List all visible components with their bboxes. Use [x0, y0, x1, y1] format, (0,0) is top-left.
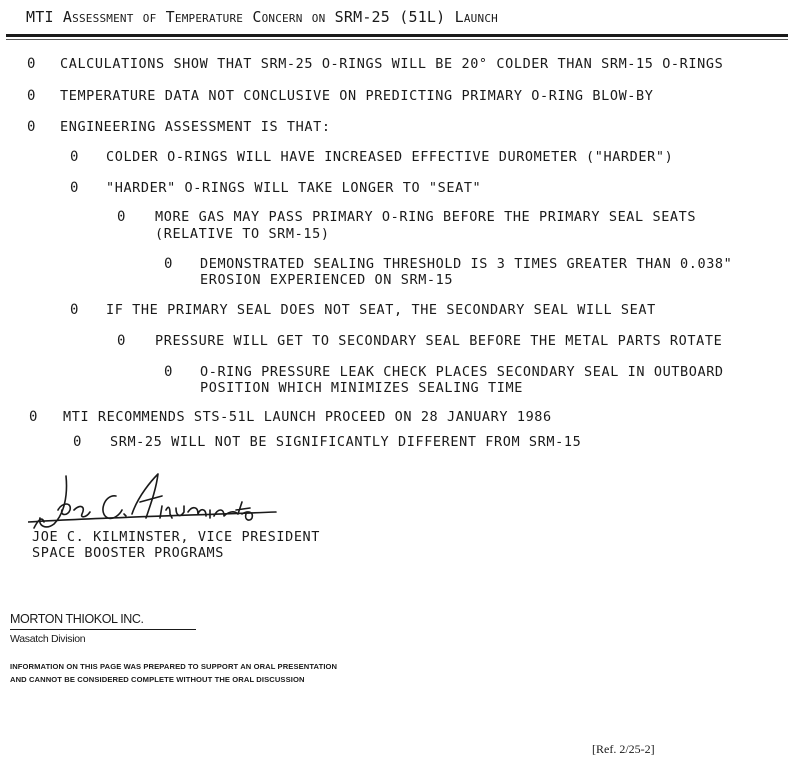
bullet-marker: 0 [70, 302, 79, 318]
signer-department: SPACE BOOSTER PROGRAMS [32, 545, 225, 561]
bullet-text-continued: (RELATIVE TO SRM-15) [155, 226, 330, 242]
bullet-marker: 0 [117, 333, 126, 349]
bullet-marker: 0 [164, 364, 173, 380]
bullet-marker: 0 [27, 119, 36, 135]
bullet-marker: 0 [27, 88, 36, 104]
disclaimer-line-2: AND CANNOT BE CONSIDERED COMPLETE WITHOUT THE ORAL DISCUSSION [10, 675, 305, 684]
bullet-text: TEMPERATURE DATA NOT CONCLUSIVE ON PREDICTING PRIMARY O-RING BLOW-BY [60, 88, 654, 104]
bullet-text: DEMONSTRATED SEALING THRESHOLD IS 3 TIMES GREATER THAN 0.038" [200, 256, 733, 272]
bullet-text: O-RING PRESSURE LEAK CHECK PLACES SECONDARY SEAL IN OUTBOARD [200, 364, 724, 380]
bullet-text-continued: EROSION EXPERIENCED ON SRM-15 [200, 272, 454, 288]
signer-name-title: JOE C. KILMINSTER, VICE PRESIDENT [32, 529, 321, 545]
bullet-marker: 0 [27, 56, 36, 72]
bullet-text-continued: POSITION WHICH MINIMIZES SEALING TIME [200, 380, 523, 396]
bullet-text: MTI RECOMMENDS STS-51L LAUNCH PROCEED ON 28 JANUARY 1986 [63, 409, 552, 425]
bullet-marker: 0 [164, 256, 173, 272]
title-rule-thin [6, 39, 788, 40]
handwritten-signature [28, 466, 278, 536]
bullet-marker: 0 [70, 149, 79, 165]
document-title: MTI Assessment of Temperature Concern on SRM-25 (51L) Launch [26, 8, 498, 26]
bullet-text: ENGINEERING ASSESSMENT IS THAT: [60, 119, 331, 135]
reference-number: [Ref. 2/25-2] [592, 742, 655, 756]
bullet-text: IF THE PRIMARY SEAL DOES NOT SEAT, THE SECONDARY SEAL WILL SEAT [106, 302, 656, 318]
title-rule-thick [6, 34, 788, 37]
disclaimer-line-1: INFORMATION ON THIS PAGE WAS PREPARED TO SUPPORT AN ORAL PRESENTATION [10, 662, 338, 671]
bullet-text: MORE GAS MAY PASS PRIMARY O-RING BEFORE THE PRIMARY SEAL SEATS [155, 209, 697, 225]
bullet-text: "HARDER" O-RINGS WILL TAKE LONGER TO "SEAT" [106, 180, 482, 196]
bullet-marker: 0 [70, 180, 79, 196]
company-division: Wasatch Division [10, 633, 86, 645]
bullet-text: COLDER O-RINGS WILL HAVE INCREASED EFFECTIVE DUROMETER ("HARDER") [106, 149, 674, 165]
company-name: MORTON THIOKOL INC. [10, 612, 144, 626]
bullet-marker: 0 [29, 409, 38, 425]
bullet-text: CALCULATIONS SHOW THAT SRM-25 O-RINGS WILL BE 20° COLDER THAN SRM-15 O-RINGS [60, 56, 724, 72]
bullet-marker: 0 [73, 434, 82, 450]
bullet-text: PRESSURE WILL GET TO SECONDARY SEAL BEFORE THE METAL PARTS ROTATE [155, 333, 723, 349]
bullet-marker: 0 [117, 209, 126, 225]
company-rule [10, 629, 196, 630]
bullet-text: SRM-25 WILL NOT BE SIGNIFICANTLY DIFFERENT FROM SRM-15 [110, 434, 582, 450]
